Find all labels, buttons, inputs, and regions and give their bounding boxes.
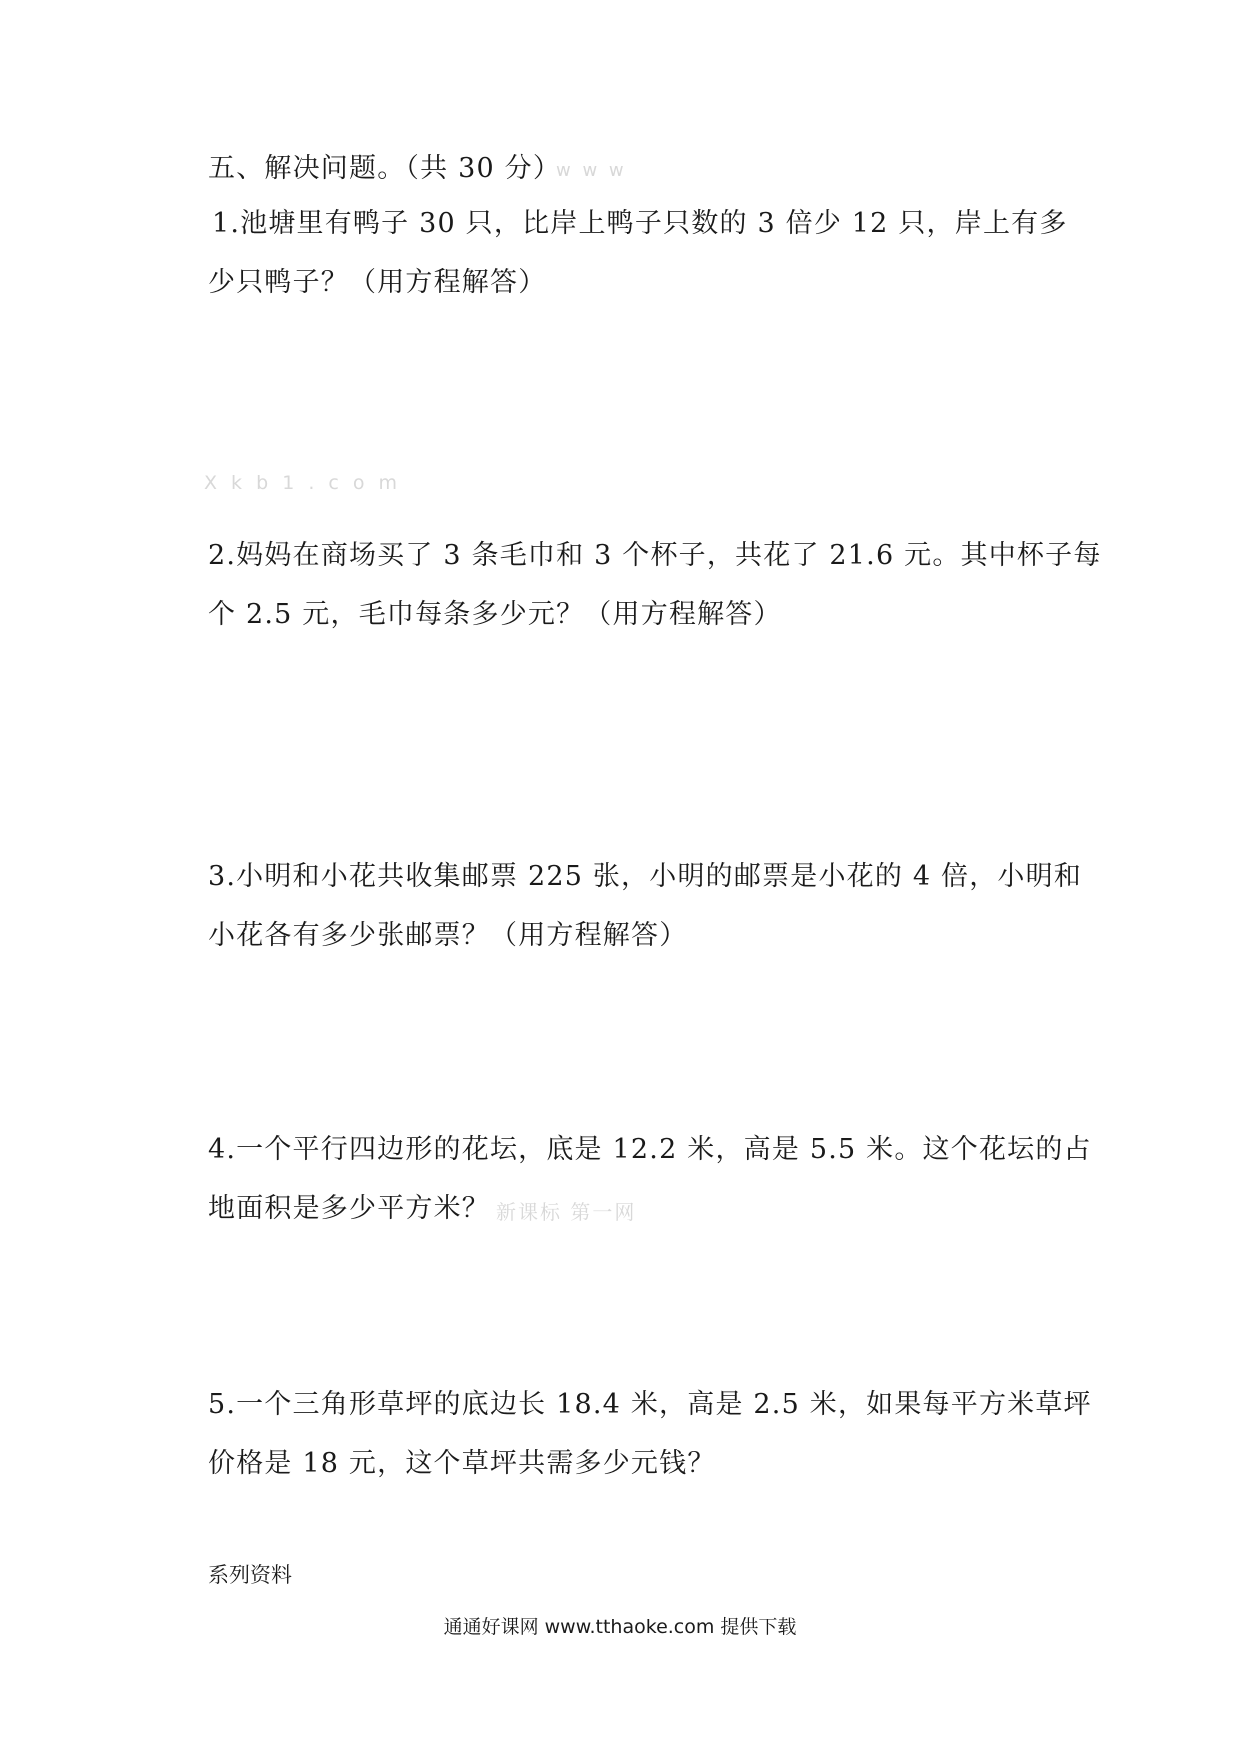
download-source-footer: 通通好课网 www.tthaoke.com 提供下载 — [443, 1616, 797, 1638]
problem-2-line-1: 2.妈妈在商场买了 3 条毛巾和 3 个杯子，共花了 21.6 元。其中杯子每 — [208, 540, 1102, 571]
problem-3-line-2: 小花各有多少张邮票？（用方程解答） — [208, 920, 688, 951]
watermark-middle: X k b 1 . c o m — [204, 472, 402, 494]
problem-4-line-1: 4.一个平行四边形的花坛，底是 12.2 米，高是 5.5 米。这个花坛的占 — [208, 1134, 1092, 1165]
problem-2-line-2: 个 2.5 元，毛巾每条多少元？（用方程解答） — [208, 599, 782, 630]
watermark-inline: 新课标 第一网 — [496, 1200, 637, 1224]
problem-1-line-2: 少只鸭子？（用方程解答） — [208, 267, 547, 298]
problem-3-line-1: 3.小明和小花共收集邮票 225 张，小明的邮票是小花的 4 倍，小明和 — [208, 861, 1083, 892]
problem-1-line-1: 1.池塘里有鸭子 30 只，比岸上鸭子只数的 3 倍少 12 只，岸上有多 — [212, 208, 1068, 239]
watermark-top: w w w — [556, 160, 627, 181]
section-heading: 五、解决问题。（共 30 分） — [208, 153, 562, 184]
problem-5-line-1: 5.一个三角形草坪的底边长 18.4 米，高是 2.5 米，如果每平方米草坪 — [208, 1389, 1092, 1420]
problem-4-line-2: 地面积是多少平方米？ — [208, 1193, 490, 1224]
series-label: 系列资料 — [208, 1563, 292, 1587]
problem-5-line-2: 价格是 18 元，这个草坪共需多少元钱？ — [208, 1448, 716, 1479]
